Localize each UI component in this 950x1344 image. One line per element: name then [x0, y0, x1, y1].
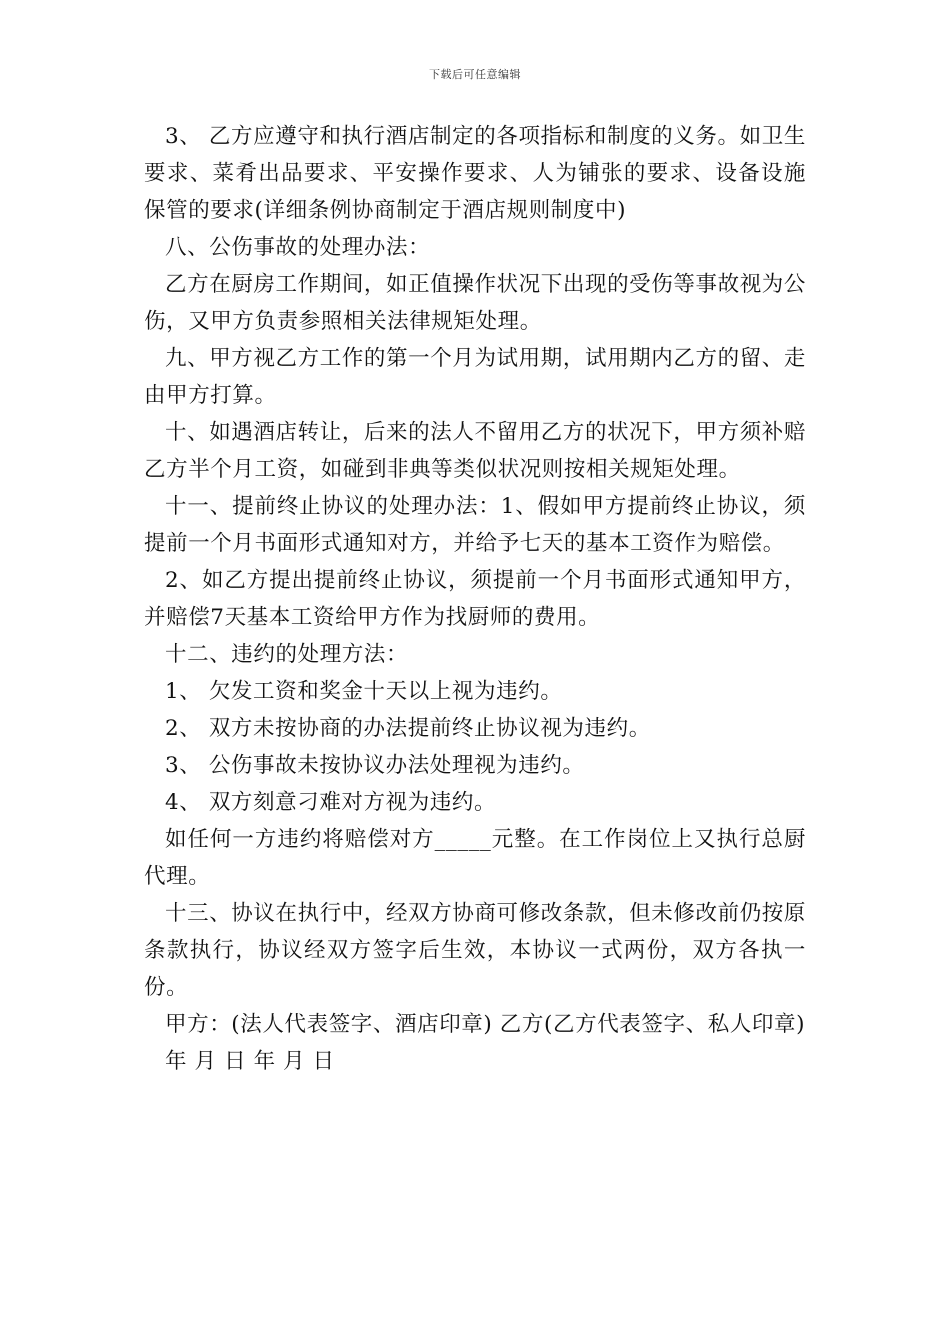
signature-line: 甲方：(法人代表签字、酒店印章) 乙方(乙方代表签字、私人印章)	[165, 1012, 806, 1037]
breach-compensation: 如任何一方违约将赔偿对方_____元整。在工作岗位上又执行总厨代理。	[144, 827, 806, 889]
section-8-body: 乙方在厨房工作期间，如正值操作状况下出现的受伤等事故视为公伤，又甲方负责参照相关法律规矩处理。	[144, 272, 806, 334]
section-12-item-2: 2、 双方未按协商的办法提前终止协议视为违约。	[165, 716, 651, 741]
section-11-item-2: 2、如乙方提出提前终止协议，须提前一个月书面形式通知甲方，并赔偿7天基本工资给甲方作为找厨师的费用。	[144, 568, 806, 630]
section-12-item-1: 1、 欠发工资和奖金十天以上视为违约。	[165, 679, 563, 704]
section-12-item-4: 4、 双方刻意刁难对方视为违约。	[165, 790, 497, 815]
section-8-heading: 八、公伤事故的处理办法：	[165, 235, 431, 260]
section-13: 十三、协议在执行中，经双方协商可修改条款，但未修改前仍按原条款执行，协议经双方签字后生效，本协议一式两份，双方各执一份。	[144, 901, 806, 1000]
section-9: 九、甲方视乙方工作的第一个月为试用期，试用期内乙方的留、走由甲方打算。	[144, 346, 806, 408]
document-body	[144, 118, 806, 1080]
section-10: 十、如遇酒店转让，后来的法人不留用乙方的状况下，甲方须补赔乙方半个月工资，如碰到非典等类似状况则按相关规矩处理。	[144, 420, 806, 482]
section-11: 十一、提前终止协议的处理办法：1、假如甲方提前终止协议，须提前一个月书面形式通知对方，并给予七天的基本工资作为赔偿。	[144, 494, 806, 556]
section-12-heading: 十二、违约的处理方法：	[165, 642, 409, 667]
date-line: 年 月 日 年 月 日	[165, 1049, 335, 1074]
page-header: 下载后可任意编辑	[429, 68, 521, 81]
clause-3-obligations: 3、 乙方应遵守和执行酒店制定的各项指标和制度的义务。如卫生要求、菜肴出品要求、平安操作要求、人为铺张的要求、设备设施保管的要求(详细条例协商制定于酒店规则制度中)	[144, 124, 806, 223]
section-12-item-3: 3、 公伤事故未按协议办法处理视为违约。	[165, 753, 585, 778]
